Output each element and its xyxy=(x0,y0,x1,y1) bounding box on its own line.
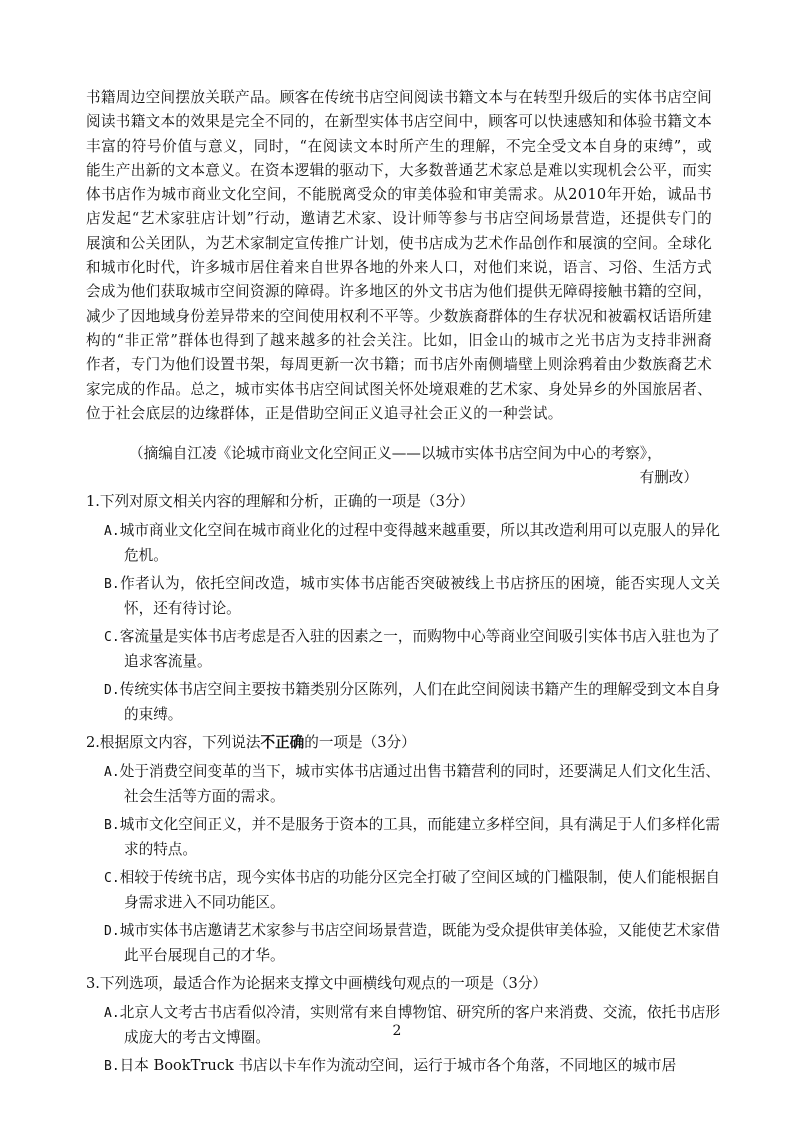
question-1-option-b xyxy=(86,572,720,621)
option-text: 城市文化空间正义，并不是服务于资本的工具，而能建立多样空间，具有满足于人们多样化需求的特点。 xyxy=(119,816,720,858)
option-label: B. xyxy=(104,1059,120,1074)
source-citation xyxy=(86,442,712,490)
option-text: 城市实体书店邀请艺术家参与书店空间场景营造，既能为受众提供审美体验，又能使艺术家借此平台展现自己的才华。 xyxy=(119,922,720,964)
question-1 xyxy=(86,490,720,727)
option-label: A. xyxy=(104,1006,120,1021)
option-text: 城市商业文化空间在城市商业化的过程中变得越来越重要，所以其改造利用可以克服人的异化危机。 xyxy=(119,522,720,564)
option-label: B. xyxy=(104,577,120,592)
question-2 xyxy=(86,731,720,968)
question-3-option-b xyxy=(86,1054,720,1079)
question-2-option-d xyxy=(86,919,720,968)
option-text: 作者认为，依托空间改造，城市实体书店能否突破被线上书店挤压的困境，能否实现人文关怀，还有待讨论。 xyxy=(119,575,720,617)
question-1-stem: 1.下列对原文相关内容的理解和分析，正确的一项是（3分） xyxy=(86,493,475,510)
option-label: C. xyxy=(104,630,120,645)
option-label: C. xyxy=(104,871,120,886)
option-label: A. xyxy=(104,524,120,539)
question-2-option-b xyxy=(86,813,720,862)
option-text: 处于消费空间变革的当下，城市实体书店通过出售书籍营利的同时，还要满足人们文化生活、社会生活等方面的需求。 xyxy=(119,763,720,805)
question-2-stem-post: 的一项是（3分） xyxy=(304,734,416,751)
passage-text-block xyxy=(86,86,712,426)
option-text: 日本 BookTruck 书店以卡车作为流动空间，运行于城市各个角落，不同地区的城市居 xyxy=(119,1057,677,1074)
citation-line-2: 有删改） xyxy=(639,469,698,486)
citation-line-1: （摘编自江凌《论城市商业文化空间正义——以城市实体书店空间为中心的考察》， xyxy=(129,445,662,462)
option-text: 相较于传统书店，现今实体书店的功能分区完全打破了空间区域的门槛限制，使人们能根据自身需求进入不同功能区。 xyxy=(119,869,720,911)
question-2-stem-pre: 2.根据原文内容，下列说法 xyxy=(86,734,261,751)
question-1-option-c xyxy=(86,625,720,674)
option-label: D. xyxy=(104,683,120,698)
option-text: 客流量是实体书店考虑是否入驻的因素之一，而购物中心等商业空间吸引实体书店入驻也为了追求客流量。 xyxy=(119,628,720,670)
option-label: A. xyxy=(104,765,120,780)
question-1-option-d xyxy=(86,678,720,727)
option-label: D. xyxy=(104,924,120,939)
questions-section xyxy=(86,490,720,1083)
option-text: 北京人文考古书店看似冷清，实则常有来自博物馆、研究所的客户来消费、交流，依托书店形成庞大的考古文博圈。 xyxy=(119,1004,720,1046)
question-2-stem-emphasis: 不正确 xyxy=(260,734,305,751)
option-text: 传统实体书店空间主要按书籍类别分区陈列，人们在此空间阅读书籍产生的理解受到文本自身的束缚。 xyxy=(119,681,720,723)
question-2-stem xyxy=(86,731,720,755)
question-2-option-a xyxy=(86,760,720,809)
passage-paragraph: 书籍周边空间摆放关联产品。顾客在传统书店空间阅读书籍文本与在转型升级后的实体书店空间阅读书籍文本的效果是完全不同的，在新型实体书店空间中，顾客可以快速感知和体验书籍文本丰富的符号价值与意义，同时，“在阅读文本时所产生的理解，不完全受文本自身的束缚”，或能生产出新的文本意义。在资本逻辑的驱动下，大多数普通艺术家总是难以实现机会公平，而实体书店作为城市商业文化空间，不能脱离受众的审美体验和审美需求。从2010年开始，诚品书店发起“艺术家驻店计划”行动，邀请艺术家、设计师等参与书店空间场景营造，还提供专门的展演和公关团队，为艺术家制定宣传推广计划，使书店成为艺术作品创作和展演的空间。全球化和城市化时代，许多城市居住着来自世界各地的外来人口，对他们来说，语言、习俗、生活方式会成为他们获取城市空间资源的障碍。许多地区的外文书店为他们提供无障碍接触书籍的空间，减少了因地域身份差异带来的空间使用权利不平等。少数族裔群体的生存状况和被霸权话语所建构的“非正常”群体也得到了越来越多的社会关注。比如，旧金山的城市之光书店为支持非洲裔作者，专门为他们设置书架，每周更新一次书籍；而书店外南侧墙壁上则涂鸦着由少数族裔艺术家完成的作品。总之，城市实体书店空间试图关怀处境艰难的艺术家、身处异乡的外国旅居者、位于社会底层的边缘群体，正是借助空间正义追寻社会正义的一种尝试。 xyxy=(86,89,712,422)
option-label: B. xyxy=(104,818,120,833)
page-number: 2 xyxy=(392,1023,402,1039)
question-3-stem: 3.下列选项，最适合作为论据来支撑文中画横线句观点的一项是（3分） xyxy=(86,975,548,992)
question-1-option-a xyxy=(86,519,720,568)
question-2-option-c xyxy=(86,866,720,915)
